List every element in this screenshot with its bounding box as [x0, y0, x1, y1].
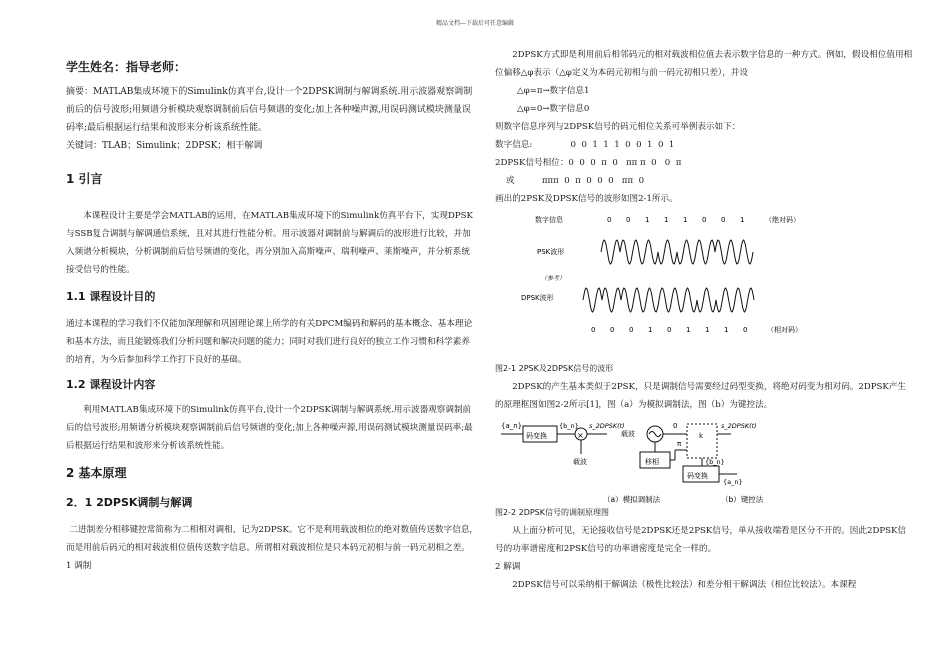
- figure-modulation-diagram: [495, 414, 913, 506]
- paragraph-sequence-intro: 则数字信息序列与2DPSK信号的码元相位关系可举例表示如下：: [495, 122, 741, 132]
- dpsk-paragraph: 二进制差分相移键控常简称为二相相对调相，记为2DPSK。它不是利用载波相位的绝对数值传送数字信息，而是用前后码元的相对载波相位值传送数字信息。所谓相对载波相位是只本码元初相与前一码元初相之差。: [66, 525, 479, 553]
- fig1-reference: （参考）: [541, 275, 566, 282]
- paragraph-figure-ref: 画出的2PSK及DPSK信号的波形如图2-1所示。: [495, 194, 678, 204]
- paragraph-2dpsk-generation: 2DPSK的产生基本类似于2PSK，只是调制信号需要经过码型变换，将绝对码变为相对码。2DPSK产生的原理框图如图2-2所示[1]，图（a）为模拟调制法，图（b）为键控法。: [495, 382, 907, 410]
- fig1-bit-bottom: 1: [686, 326, 691, 334]
- fig1-label-psk: PSK波形: [537, 248, 565, 256]
- paragraph-power-spectrum: 从上面分析可见，无论接收信号是2DPSK还是2PSK信号，单从接收端看是区分不开的。因此2DPSK信号的功率谱密度和2PSK信号的功率谱密度是完全一样的。: [495, 526, 907, 554]
- row-digital-info: 数字信息: 0 0 1 1 1 0 0 1 0 1: [495, 140, 675, 150]
- label-zero: 0: [673, 422, 678, 430]
- label-phase-shift: 移相: [645, 458, 659, 466]
- fig1-bit-bottom: 0: [667, 326, 672, 334]
- fig1-bit-bottom: 0: [591, 326, 596, 334]
- abstract: 摘要：MATLAB集成环境下的Simulink仿真平台,设计一个2DPSK调制与解调系统.用示波器观察调制前后的信号波形;用频谱分析模块观察调制前后信号频谱的变化;加上各种噪声源,用误码测试模块测量误码率;最后根据运行结果和波形来分析该系统性能。: [66, 87, 473, 133]
- figure1-caption: 图2-1 2PSK及2DPSK信号的波形: [495, 364, 614, 373]
- fig1-dpsk-waveform: [583, 288, 754, 312]
- label-an-a: {a_n}: [501, 422, 523, 430]
- heading-purpose: 1.1 课程设计目的: [66, 290, 156, 303]
- fig1-label-info: 数字信息: [535, 216, 563, 224]
- fig1-bit-bottom: 0: [610, 326, 615, 334]
- right-column: [495, 46, 913, 594]
- demodulation-label: 2 解调: [495, 562, 521, 572]
- label-bn-a: {b_n}: [559, 422, 579, 430]
- intro-paragraph: 本课程设计主要是学会MATLAB的运用，在MATLAB集成环境下的Simulink仿真平台下，实现DPSK与SSB复合调制与解调通信系统，且对其进行性能分析。用示波器对调制前与解调后的波形进行比较，并加入频谱分析模块，分析调制前后信号频谱的变化，再分别加入高斯噪声、瑞利噪声、莱斯噪声，并分析系统接受信号的性能。: [66, 211, 473, 275]
- fig1-bit-top: 1: [645, 216, 650, 224]
- label-output-b: s_2DPSK(t): [721, 422, 757, 430]
- figure2-caption: 图2-2 2DPSK信号的调制原理图: [495, 508, 610, 517]
- content-paragraph: 利用MATLAB集成环境下的Simulink仿真平台,设计一个2DPSK调制与解调系统.用示波器观察调制前后的信号波形;用频谱分析模块观察调制前后信号频谱的变化;加上各种噪声源,用误码测试模块测量误码率;最后根据运行结果和波形来分析该系统性能。: [66, 405, 473, 451]
- fig1-bit-bottom: 1: [724, 326, 729, 334]
- heading-intro: 1 引言: [66, 172, 103, 186]
- fig1-bit-bottom: 1: [648, 326, 653, 334]
- caption-b: （b）键控法: [721, 495, 764, 504]
- heading-content: 1.2 课程设计内容: [66, 378, 156, 391]
- fig1-bit-bottom: 0: [743, 326, 748, 334]
- header-note: 精品文档---下载后可任意编辑: [435, 20, 515, 27]
- fig1-bits-bottom: [591, 326, 747, 334]
- label-output-a: s_2DPSK(t): [589, 422, 625, 430]
- fig1-absolute-code: （绝对码）: [765, 216, 800, 224]
- keywords: 关键词：TLAB；Simulink；2DPSK；相干解调: [66, 141, 263, 151]
- modulation-label: 1 调制: [66, 561, 92, 571]
- fig1-bit-top: 0: [721, 216, 726, 224]
- label-code-conv-a: 码变换: [526, 432, 547, 440]
- fig1-bit-top: 0: [607, 216, 612, 224]
- label-bn-b: {b_n}: [705, 458, 725, 466]
- purpose-paragraph: 通过本课程的学习我们不仅能加深理解和巩固理论课上所学的有关DPCM编码和解码的基本概念、基本理论和基本方法，而且能锻炼我们分析问题和解决问题的能力；同时对我们进行良好的独立工作习惯和科学素养的培育，为今后参加科学工作打下良好的基础。: [66, 319, 473, 365]
- label-code-conv-b: 码变换: [687, 472, 708, 480]
- heading-basic-principle: 2 基本原理: [66, 466, 127, 480]
- caption-a: （a）模拟调制法: [603, 495, 661, 504]
- fig1-relative-code: （相对码）: [767, 326, 802, 334]
- row-signal-phase: 2DPSK信号相位：0 0 0 π 0 ππ π 0 0 π: [495, 158, 682, 168]
- rule-zero: △φ=0→数字信息0: [517, 104, 590, 114]
- fig1-bits-top: [607, 216, 744, 224]
- paragraph-demodulation: 2DPSK信号可以采纳相干解调法（极性比较法）和差分相干解调法（相位比较法）。本课程: [512, 580, 857, 590]
- heading-2dpsk: 2．1 2DPSK调制与解调: [66, 496, 193, 509]
- label-carrier-a: 载波: [573, 458, 587, 466]
- rule-pi: △φ=π→数字信息1: [517, 86, 590, 96]
- left-column: [66, 52, 478, 575]
- paragraph-2dpsk-def: 2DPSK方式即是利用前后相邻码元的相对载波相位值去表示数字信息的一种方式。例如，假设相位值用相位偏移△φ表示（△φ定义为本码元初相与前一码元初相只差），并设: [495, 50, 913, 78]
- fig1-bit-top: 0: [702, 216, 707, 224]
- fig1-psk-waveform: [601, 240, 753, 264]
- fig1-bit-top: 0: [626, 216, 631, 224]
- multiply-sign: ×: [577, 431, 584, 440]
- row-alternative: 或 πππ 0 π 0 0 0 ππ 0: [495, 176, 645, 186]
- block-switch: [687, 424, 717, 458]
- label-carrier-b: 载波: [621, 430, 635, 438]
- fig1-bit-bottom: 1: [705, 326, 710, 334]
- fig1-bit-top: 1: [740, 216, 745, 224]
- label-pi: π: [677, 440, 682, 448]
- label-an-b: {a_n}: [723, 478, 743, 486]
- fig1-bit-top: 1: [664, 216, 669, 224]
- student-name-line: 学生姓名：指导老师：: [66, 60, 187, 74]
- fig1-bit-top: 1: [683, 216, 688, 224]
- fig1-label-dpsk: DPSK波形: [521, 294, 554, 302]
- figure-psk-dpsk-waveforms: [495, 208, 913, 354]
- fig1-bit-bottom: 0: [629, 326, 634, 334]
- label-k: k: [699, 432, 704, 440]
